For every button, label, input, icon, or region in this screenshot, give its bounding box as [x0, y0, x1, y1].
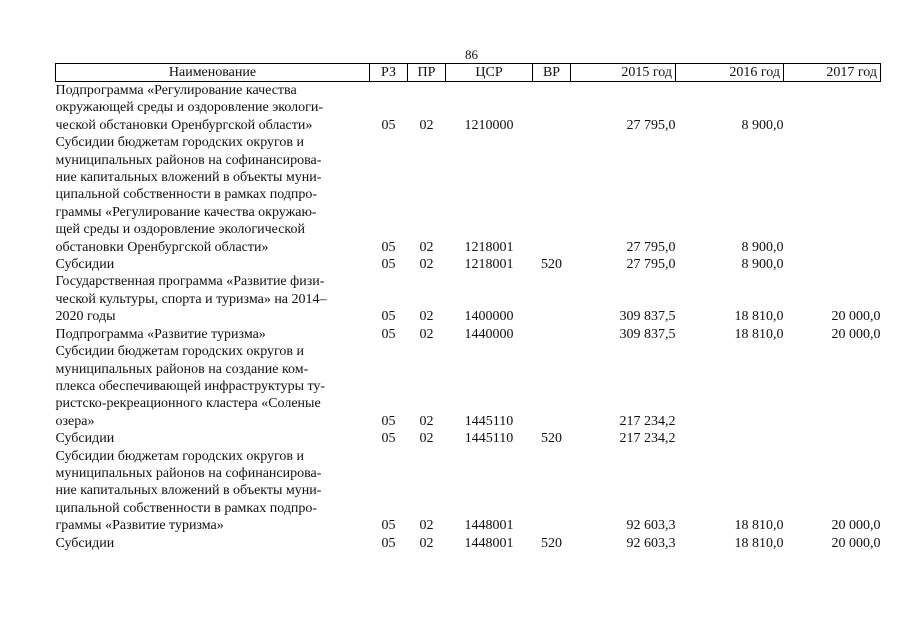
table-row	[56, 273, 881, 325]
cell-name-line: Субсидии	[55, 535, 115, 551]
cell-name-line: ние капитальных вложений в объекты муни-	[55, 483, 322, 499]
cell-pr: 02	[419, 326, 434, 342]
cell-2015: 309 837,5	[619, 309, 676, 325]
table-row	[56, 343, 881, 430]
table-row	[56, 134, 881, 256]
cell-2017	[784, 134, 881, 256]
cell-2015: 27 795,0	[626, 117, 676, 133]
cell-2015: 27 795,0	[626, 239, 676, 255]
cell-name	[56, 448, 370, 535]
table-row	[56, 535, 881, 552]
cell-2017	[784, 343, 881, 430]
cell-name-line: щей среды и оздоровление экологической	[55, 222, 306, 238]
cell-2015: 217 234,2	[619, 413, 676, 429]
cell-rz: 05	[381, 117, 396, 133]
cell-csr: 1448001	[464, 535, 514, 551]
budget-table	[55, 63, 881, 552]
cell-rz: 05	[381, 518, 396, 534]
cell-2017	[784, 430, 881, 447]
cell-name-line: 2020 годы	[55, 309, 116, 325]
cell-2017: 20 000,0	[831, 309, 881, 325]
cell-pr: 02	[419, 117, 434, 133]
cell-vr	[533, 82, 571, 135]
cell-name-line: Субсидии бюджетам городских округов и	[55, 344, 305, 360]
cell-name	[56, 273, 370, 325]
cell-csr: 1440000	[464, 326, 514, 342]
cell-name-line: ческой обстановки Оренбургской области»	[55, 117, 313, 133]
table-row	[56, 448, 881, 535]
cell-rz: 05	[381, 413, 396, 429]
cell-csr: 1400000	[464, 309, 514, 325]
cell-2015: 92 603,3	[626, 535, 676, 551]
cell-name	[56, 343, 370, 430]
cell-2016: 18 810,0	[734, 309, 784, 325]
cell-2017: 20 000,0	[831, 518, 881, 534]
cell-name-line: ристско-рекреационного кластера «Соленые	[55, 396, 321, 412]
cell-csr: 1210000	[464, 117, 514, 133]
cell-name-line: муниципальных районов на создание ком-	[55, 361, 309, 377]
cell-name-line: муниципальных районов на софинансирова-	[55, 152, 322, 168]
column-header-2015: 2015 год	[571, 64, 676, 82]
cell-name-line: граммы «Регулирование качества окружаю-	[55, 204, 317, 220]
cell-name-line: ципальной собственности в рамках подпро-	[55, 500, 318, 516]
cell-name-line: ческой культуры, спорта и туризма» на 2014–	[55, 291, 327, 307]
cell-2017: 20 000,0	[831, 535, 881, 551]
cell-vr	[533, 326, 571, 343]
cell-rz: 05	[381, 326, 396, 342]
cell-2016	[676, 430, 784, 447]
cell-2016: 8 900,0	[741, 117, 784, 133]
cell-2016	[676, 343, 784, 430]
cell-name-line: Подпрограмма «Регулирование качества	[55, 83, 297, 98]
column-header-2017: 2017 год	[784, 64, 881, 82]
column-header-pr: ПР	[408, 64, 446, 82]
cell-pr: 02	[419, 239, 434, 255]
cell-name	[56, 256, 370, 273]
cell-rz: 05	[381, 535, 396, 551]
cell-name	[56, 134, 370, 256]
cell-name-line: Субсидии бюджетам городских округов и	[55, 135, 305, 151]
cell-name-line: Субсидии бюджетам городских округов и	[55, 448, 305, 464]
cell-rz: 05	[381, 257, 396, 273]
cell-pr: 02	[419, 257, 434, 273]
cell-2016: 18 810,0	[734, 326, 784, 342]
cell-vr: 520	[541, 535, 562, 551]
cell-pr: 02	[419, 431, 434, 447]
cell-name-line: граммы «Развитие туризма»	[55, 518, 224, 534]
page-number: 86	[465, 47, 478, 62]
column-header-2016: 2016 год	[676, 64, 784, 82]
cell-name-line: ципальной собственности в рамках подпро-	[55, 187, 318, 203]
cell-2016: 8 900,0	[741, 239, 784, 255]
cell-name-line: окружающей среды и оздоровление экологи-	[55, 100, 324, 116]
cell-name	[56, 535, 370, 552]
column-header-rz: РЗ	[370, 64, 408, 82]
cell-name-line: Подпрограмма «Развитие туризма»	[55, 326, 266, 342]
cell-pr: 02	[419, 309, 434, 325]
cell-vr	[533, 343, 571, 430]
cell-2016: 18 810,0	[734, 535, 784, 551]
cell-vr	[533, 448, 571, 535]
cell-rz: 05	[381, 309, 396, 325]
cell-name	[56, 430, 370, 447]
cell-vr	[533, 134, 571, 256]
cell-vr: 520	[541, 431, 562, 447]
cell-vr: 520	[541, 257, 562, 273]
cell-pr: 02	[419, 413, 434, 429]
cell-2016: 8 900,0	[741, 257, 784, 273]
cell-name-line: Государственная программа «Развитие физи-	[55, 274, 325, 290]
cell-name-line: озера»	[55, 413, 95, 429]
column-header-vr: ВР	[533, 64, 571, 82]
cell-csr: 1218001	[464, 239, 514, 255]
cell-name-line: Субсидии	[55, 257, 115, 273]
cell-name	[56, 82, 370, 135]
cell-name-line: ние капитальных вложений в объекты муни-	[55, 170, 322, 186]
cell-name-line: плекса обеспечивающей инфраструктуры ту-	[55, 378, 326, 394]
cell-pr: 02	[419, 518, 434, 534]
cell-csr: 1445110	[464, 413, 514, 429]
cell-pr: 02	[419, 535, 434, 551]
cell-name-line: Субсидии	[55, 431, 115, 447]
cell-name-line: обстановки Оренбургской области»	[55, 239, 269, 255]
cell-csr: 1218001	[464, 257, 514, 273]
cell-rz: 05	[381, 239, 396, 255]
table-row	[56, 430, 881, 447]
column-header-csr: ЦСР	[446, 64, 533, 82]
cell-name-line: муниципальных районов на софинансирова-	[55, 465, 322, 481]
cell-csr: 1445110	[464, 431, 514, 447]
cell-2016: 18 810,0	[734, 518, 784, 534]
cell-2017	[784, 82, 881, 135]
cell-rz: 05	[381, 431, 396, 447]
cell-2015: 309 837,5	[619, 326, 676, 342]
cell-2015: 92 603,3	[626, 518, 676, 534]
table-row	[56, 82, 881, 135]
table-row	[56, 256, 881, 273]
cell-csr: 1448001	[464, 518, 514, 534]
table-row	[56, 326, 881, 343]
cell-2017	[784, 256, 881, 273]
column-header-name: Наименование	[56, 64, 370, 82]
cell-name	[56, 326, 370, 343]
cell-vr	[533, 273, 571, 325]
cell-2015: 27 795,0	[626, 257, 676, 273]
cell-2015: 217 234,2	[619, 431, 676, 447]
cell-2017: 20 000,0	[831, 326, 881, 342]
table-header-row	[56, 64, 881, 82]
table-body	[56, 82, 881, 552]
